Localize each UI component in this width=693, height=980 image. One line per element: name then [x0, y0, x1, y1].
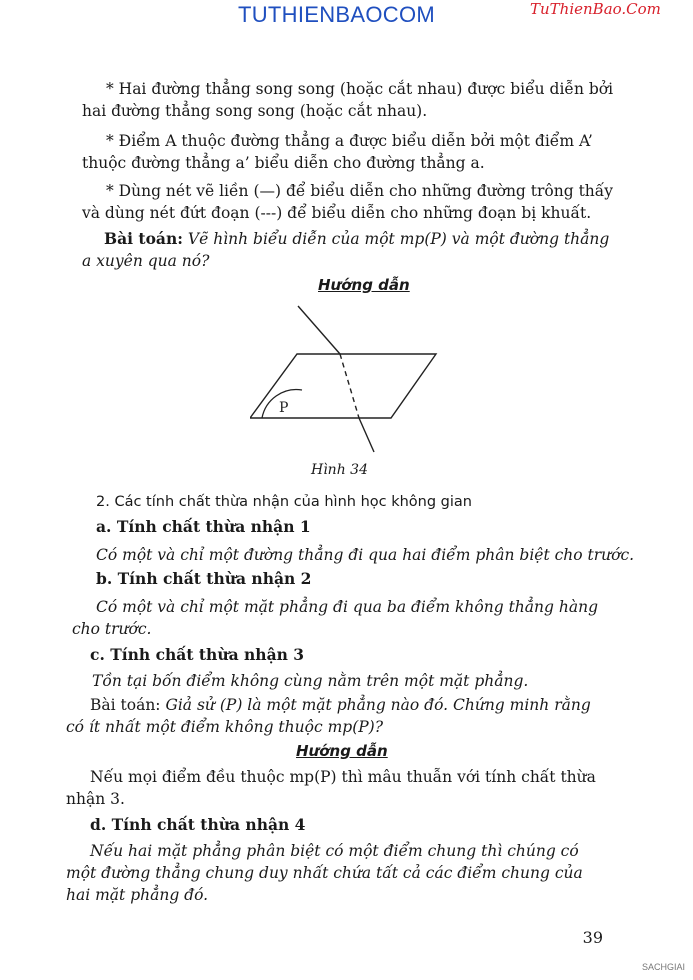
b-line1: Có một và chỉ một mặt phẳng đi qua ba điểm không thẳng hàng	[96, 598, 598, 616]
footer-logo: SACHGIAI	[641, 962, 685, 972]
b-title: b. Tính chất thừa nhận 2	[96, 569, 312, 588]
figure-34	[250, 296, 450, 456]
problem1-label: Bài toán:	[104, 229, 183, 248]
line-visible-bottom	[359, 418, 374, 452]
problem2-line1	[90, 694, 591, 716]
line-visible-top	[298, 306, 340, 354]
problem1-text: Vẽ hình biểu diễn của một mp(P) và một đường thẳng	[187, 230, 610, 248]
d-line3: hai mặt phẳng đó.	[66, 886, 209, 904]
site-logo: TuThienBao.Com	[530, 0, 661, 18]
para3-line1: * Dùng nét vẽ liền (—) để biểu diễn cho những đường trông thấy	[106, 182, 614, 200]
figure-caption: Hình 34	[311, 462, 368, 478]
problem2-line2: có ít nhất một điểm không thuộc mp(P)?	[66, 718, 384, 736]
problem1-line2: a xuyên qua nó?	[82, 252, 210, 270]
plane-label: P	[279, 400, 289, 416]
c-title: c. Tính chất thừa nhận 3	[90, 645, 305, 664]
problem2-text: Giả sử (P) là một mặt phẳng nào đó. Chứng minh rằng	[165, 696, 591, 714]
guide1-heading: Hướng dẫn	[318, 276, 410, 294]
a-text: Có một và chỉ một đường thẳng đi qua hai điểm phân biệt cho trước.	[96, 546, 635, 564]
d-line2: một đường thẳng chung duy nhất chứa tất cả các điểm chung của	[66, 864, 583, 882]
guide2-line1: Nếu mọi điểm đều thuộc mp(P) thì mâu thuẫn với tính chất thừa	[90, 768, 596, 786]
section2-title: 2. Các tính chất thừa nhận của hình học không gian	[96, 494, 472, 510]
c-text: Tồn tại bốn điểm không cùng nằm trên một mặt phẳng.	[92, 672, 529, 690]
site-title: TUTHIENBAOCOM	[238, 2, 436, 27]
guide2-heading: Hướng dẫn	[296, 742, 388, 760]
d-title: d. Tính chất thừa nhận 4	[90, 815, 306, 834]
b-line2: cho trước.	[72, 620, 152, 638]
para1-line1: * Hai đường thẳng song song (hoặc cắt nhau) được biểu diễn bởi	[106, 80, 614, 98]
guide2-line2: nhận 3.	[66, 790, 125, 808]
para2-line1: * Điểm A thuộc đường thẳng a được biểu diễn bởi một điểm A’	[106, 132, 593, 150]
a-title: a. Tính chất thừa nhận 1	[96, 517, 311, 536]
line-hidden-segment	[340, 354, 359, 418]
page-number: 39	[582, 928, 603, 947]
para1-line2: hai đường thẳng song song (hoặc cắt nhau).	[82, 102, 428, 120]
problem2-label: Bài toán:	[90, 696, 161, 714]
para2-line2: thuộc đường thẳng a’ biểu diễn cho đường thẳng a.	[82, 154, 485, 172]
para3-line2: và dùng nét đứt đoạn (---) để biểu diễn cho những đoạn bị khuất.	[82, 204, 592, 222]
problem1-line1	[104, 228, 609, 250]
d-line1: Nếu hai mặt phẳng phân biệt có một điểm chung thì chúng có	[90, 842, 579, 860]
